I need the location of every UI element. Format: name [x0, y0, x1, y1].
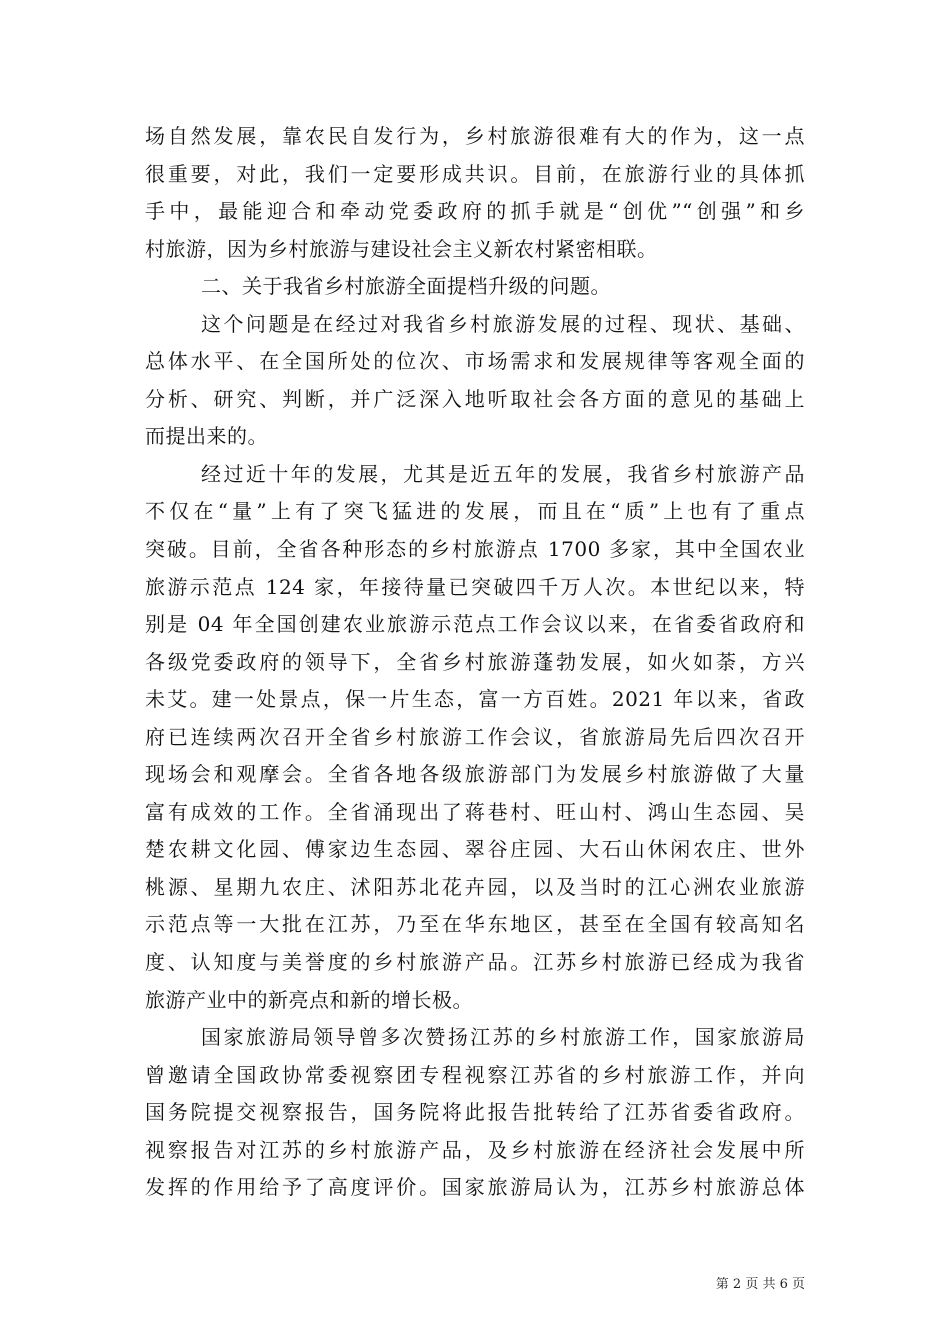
- text-line: 突破。目前，全省各种形态的乡村旅游点 1700 多家，其中全国农业: [145, 537, 805, 562]
- text-line: 不仅在“量”上有了突飞猛进的发展，而且在“质”上也有了重点: [145, 499, 805, 524]
- text-line: 旅游示范点 124 家，年接待量已突破四千万人次。本世纪以来，特: [145, 574, 805, 599]
- text-line: 楚农耕文化园、傅家边生态园、翠谷庄园、大石山休闲农庄、世外: [145, 837, 805, 862]
- text-line: 国务院提交视察报告，国务院将此报告批转给了江苏省委省政府。: [145, 1100, 805, 1125]
- text-line: 手中，最能迎合和牵动党委政府的抓手就是“创优”“创强”和乡: [145, 199, 805, 224]
- text-line: 而提出来的。: [145, 424, 268, 449]
- text-line: 示范点等一大批在江苏，乃至在华东地区，甚至在全国有较高知名: [145, 912, 805, 937]
- text-line: 发挥的作用给予了高度评价。国家旅游局认为，江苏乡村旅游总体: [145, 1175, 805, 1200]
- text-line: 曾邀请全国政协常委视察团专程视察江苏省的乡村旅游工作，并向: [145, 1062, 805, 1087]
- text-line: 桃源、星期九农庄、沭阳苏北花卉园，以及当时的江心洲农业旅游: [145, 874, 805, 899]
- text-line: 旅游产业中的新亮点和新的增长极。: [145, 987, 473, 1012]
- text-line: 未艾。建一处景点，保一片生态，富一方百姓。2021 年以来，省政: [145, 687, 805, 712]
- page-footer: 第 2 页 共 6 页: [715, 1277, 805, 1292]
- text-line: 总体水平、在全国所处的位次、市场需求和发展规律等客观全面的: [145, 349, 805, 374]
- text-line: 很重要，对此，我们一定要形成共识。目前，在旅游行业的具体抓: [145, 161, 805, 186]
- text-line: 这个问题是在经过对我省乡村旅游发展的过程、现状、基础、: [201, 311, 805, 336]
- text-line: 现场会和观摩会。全省各地各级旅游部门为发展乡村旅游做了大量: [145, 762, 805, 787]
- text-line: 别是 04 年全国创建农业旅游示范点工作会议以来，在省委省政府和: [145, 612, 805, 637]
- text-line: 分析、研究、判断，并广泛深入地听取社会各方面的意见的基础上: [145, 386, 805, 411]
- text-line: 各级党委政府的领导下，全省乡村旅游蓬勃发展，如火如荼，方兴: [145, 649, 805, 674]
- text-line: 度、认知度与美誉度的乡村旅游产品。江苏乡村旅游已经成为我省: [145, 950, 805, 975]
- text-line: 视察报告对江苏的乡村旅游产品，及乡村旅游在经济社会发展中所: [145, 1137, 805, 1162]
- text-line: 国家旅游局领导曾多次赞扬江苏的乡村旅游工作，国家旅游局: [201, 1025, 805, 1050]
- text-line: 富有成效的工作。全省涌现出了蒋巷村、旺山村、鸿山生态园、吴: [145, 799, 805, 824]
- text-line: 经过近十年的发展，尤其是近五年的发展，我省乡村旅游产品: [201, 461, 805, 486]
- text-line: 场自然发展，靠农民自发行为，乡村旅游很难有大的作为，这一点: [145, 124, 805, 148]
- section-heading: 二、关于我省乡村旅游全面提档升级的问题。: [201, 274, 611, 299]
- body-text: [145, 118, 805, 1207]
- text-line: 村旅游，因为乡村旅游与建设社会主义新农村紧密相联。: [145, 236, 658, 261]
- text-line: 府已连续两次召开全省乡村旅游工作会议，省旅游局先后四次召开: [145, 724, 805, 749]
